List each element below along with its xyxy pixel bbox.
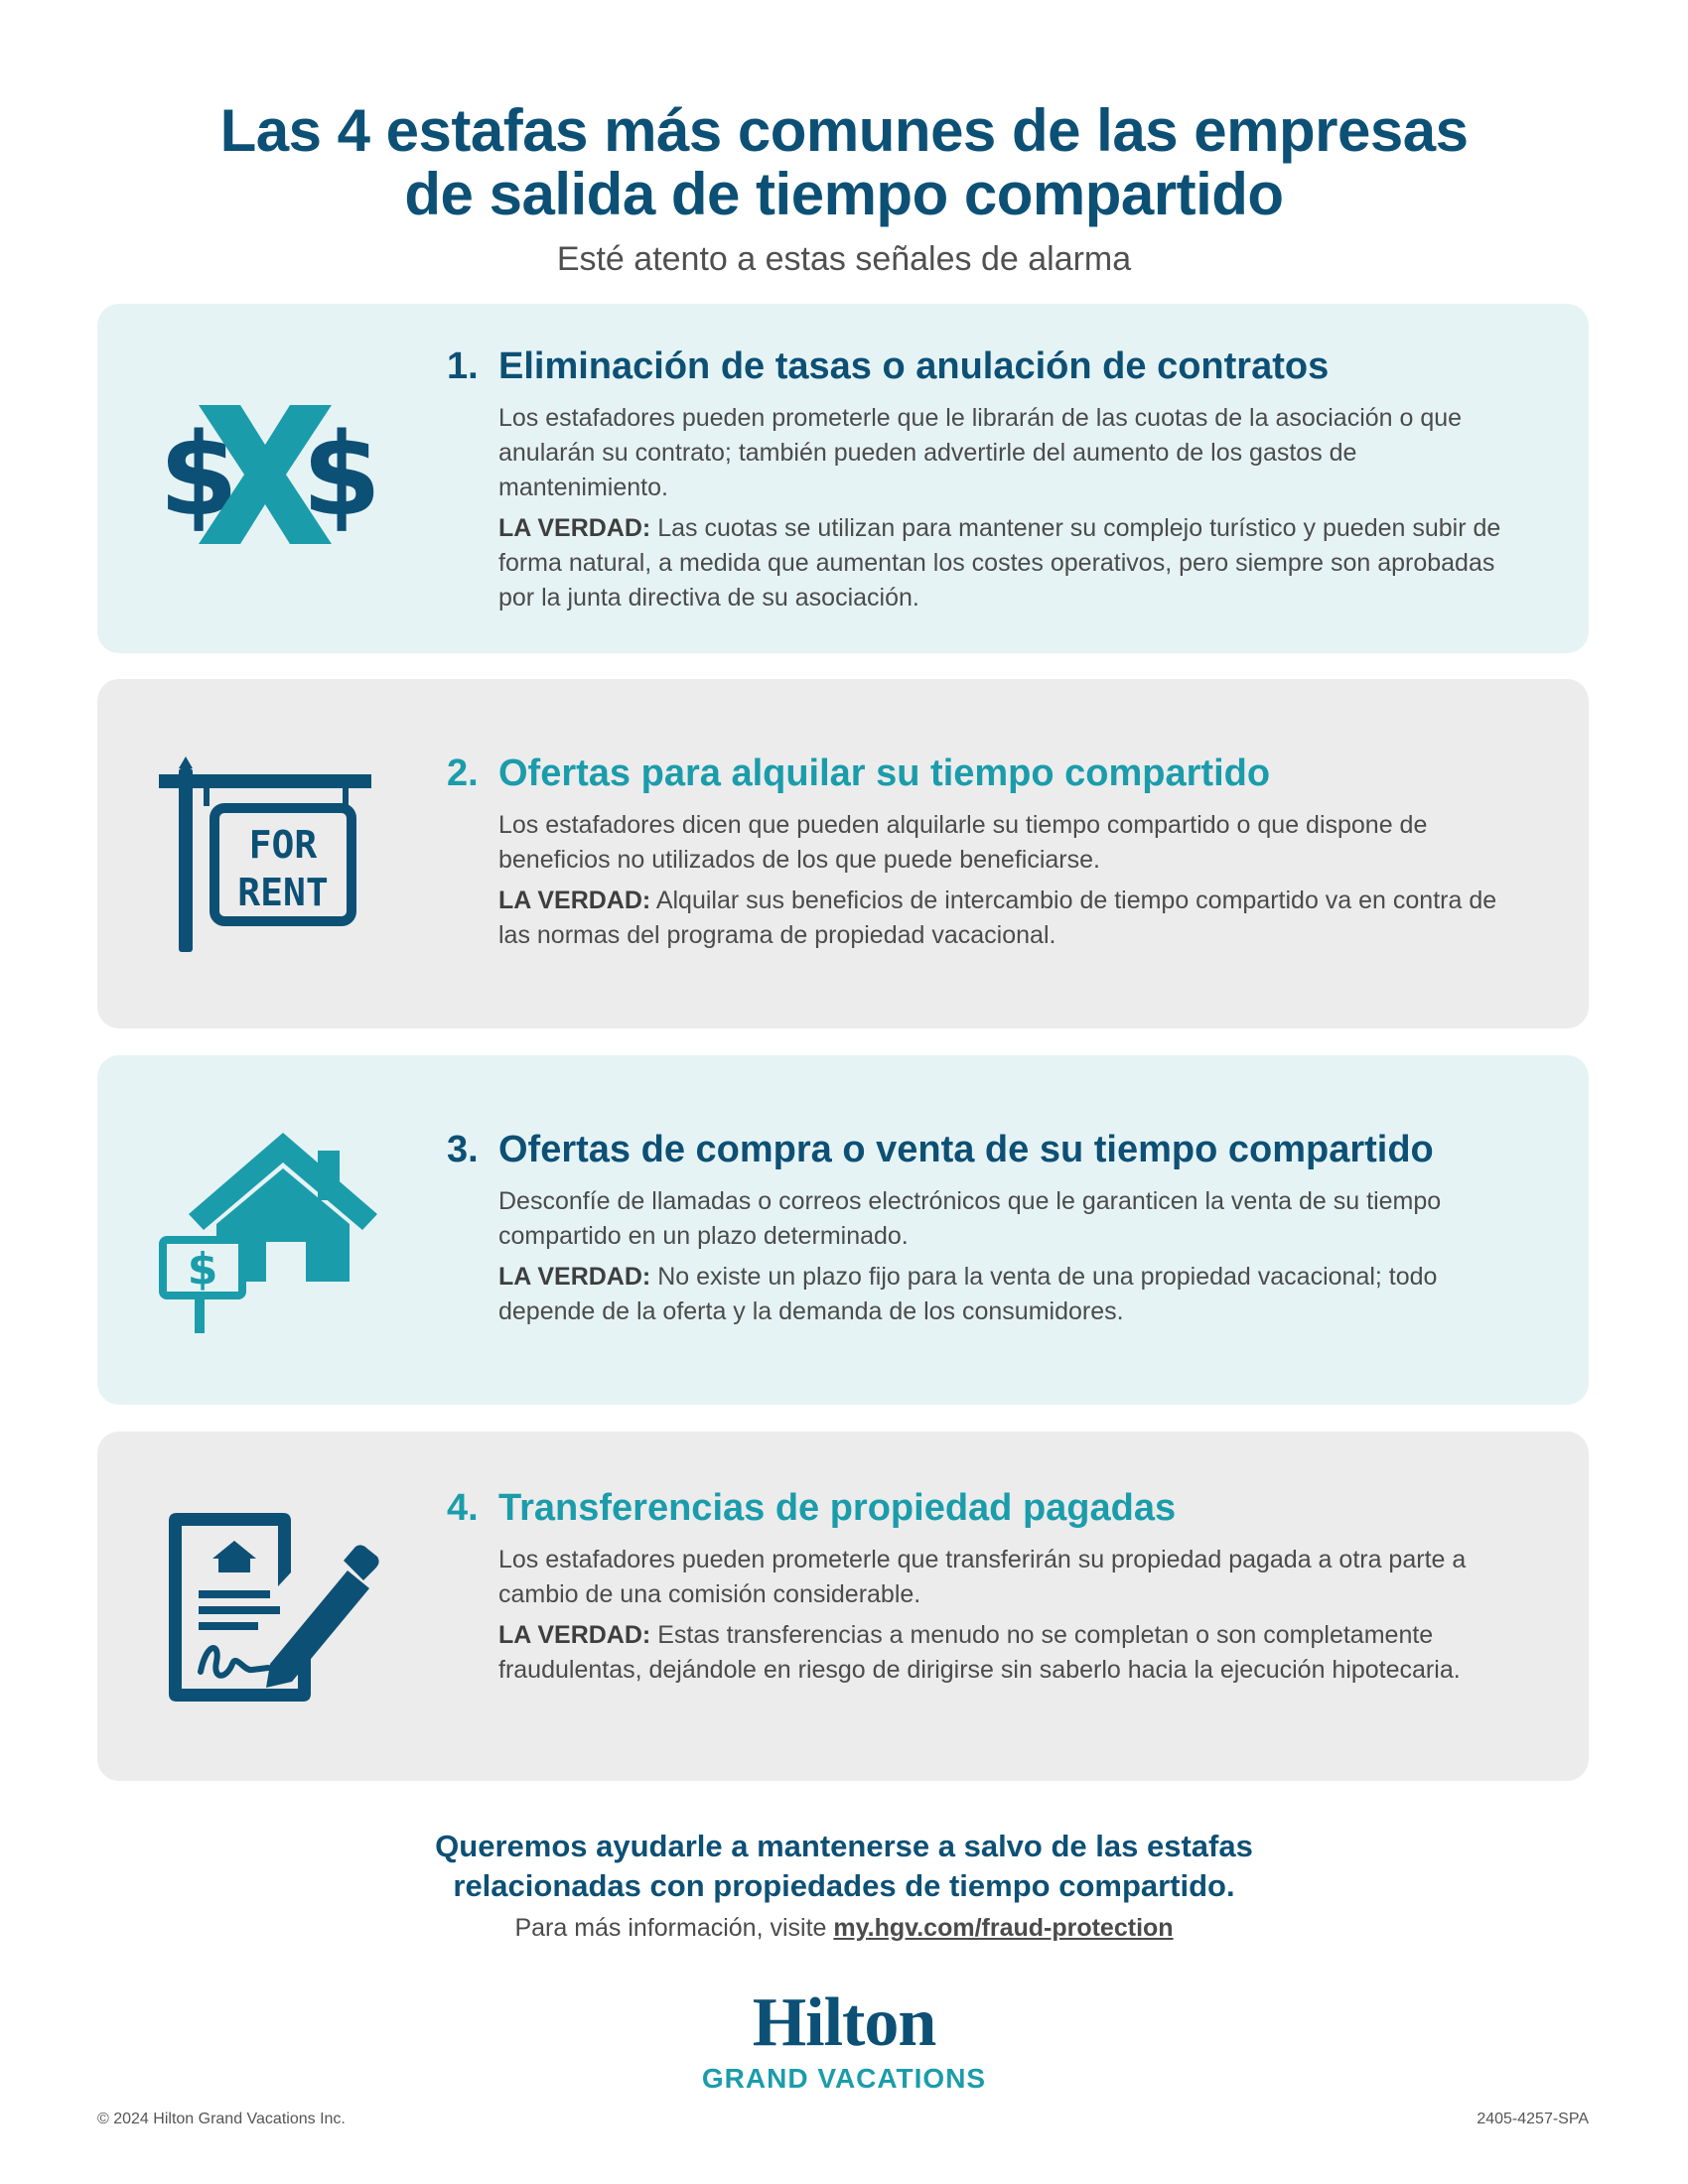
for-rent-text-2: RENT: [237, 871, 329, 914]
card-body: Los estafadores pueden prometerle que le librarán de las cuotas de la asociación o que anularán su contrato; también pueden advertirle del aumento de los gastos de mantenimiento.: [498, 404, 1463, 501]
truth-label: LA VERDAD:: [498, 1621, 651, 1649]
title-line-1: Las 4 estafas más comunes de las empresas: [219, 97, 1469, 164]
card-content: [447, 751, 1529, 959]
svg-text:$: $: [302, 409, 382, 542]
logo-subtitle: GRAND VACATIONS: [701, 2063, 987, 2094]
card-truth: [498, 1618, 1529, 1688]
card-title: [447, 1485, 1529, 1531]
card-text: [498, 401, 1529, 615]
truth-label: LA VERDAD:: [498, 514, 651, 542]
for-rent-sign-icon: [159, 756, 372, 960]
svg-text:$: $: [187, 1244, 218, 1295]
document-code: 2405-4257-SPA: [1477, 2111, 1589, 2127]
card-content: [447, 343, 1529, 621]
card-text: [498, 1184, 1529, 1329]
scam-card-3: [97, 1055, 1589, 1405]
card-truth: [498, 884, 1529, 953]
card-truth: [498, 511, 1529, 615]
page-subtitle: Esté atento a estas señales de alarma: [556, 240, 1132, 278]
truth-text: Alquilar sus beneficios de intercambio de tiempo compartido va en contra de las normas del programa de propiedad vacacional.: [498, 887, 1497, 949]
card-title: [447, 1127, 1529, 1172]
scam-card-1: [97, 304, 1589, 653]
truth-text: Estas transferencias a menudo no se completan o son completamente fraudulentas, dejándole en riesgo de dirigirse sin saberlo hacia la ejecución hipotecaria.: [498, 1621, 1461, 1684]
scam-card-2: [97, 679, 1589, 1028]
truth-text: Las cuotas se utilizan para mantener su complejo turístico y pueden subir de forma natural, a medida que aumentan los costes operativos, pero siempre son aprobadas por la junta directiva de su asociación.: [498, 514, 1501, 612]
card-title-text: Ofertas de compra o venta de su tiempo compartido: [498, 1129, 1434, 1170]
truth-text: No existe un plazo fijo para la venta de una propiedad vacacional; todo depende de la oferta y la demanda de los consumidores.: [498, 1263, 1438, 1325]
truth-label: LA VERDAD:: [498, 1263, 651, 1291]
card-title: [447, 343, 1529, 389]
for-rent-text-1: FOR: [248, 823, 318, 867]
more-info-text: Para más información, visite: [514, 1914, 827, 1942]
house-for-sale-icon: [159, 1133, 372, 1341]
fraud-protection-link[interactable]: my.hgv.com/fraud-protection: [833, 1914, 1174, 1942]
dollar-x-icon: [159, 405, 382, 549]
card-title-text: Ofertas para alquilar su tiempo compartido: [498, 752, 1271, 794]
page-title: [0, 99, 1688, 226]
card-body: Desconfíe de llamadas o correos electrónicos que le garanticen la venta de su tiempo compartido en un plazo determinado.: [498, 1187, 1442, 1250]
safety-message: [0, 1827, 1688, 1906]
safety-message-line-1: Queremos ayudarle a mantenerse a salvo de las estafas: [435, 1829, 1253, 1863]
card-text: [498, 1543, 1529, 1688]
truth-label: LA VERDAD:: [498, 887, 651, 914]
card-body: Los estafadores pueden prometerle que transferirán su propiedad pagada a otra parte a cambio de una comisión considerable.: [498, 1546, 1467, 1608]
card-number: 2.: [447, 752, 479, 794]
card-truth: [498, 1260, 1529, 1329]
card-text: [498, 808, 1529, 953]
card-content: [447, 1485, 1529, 1694]
card-title: [447, 751, 1529, 796]
hilton-grand-vacations-logo: [0, 1985, 1688, 2095]
logo-wordmark: Hilton: [752, 1984, 936, 2061]
safety-message-line-2: relacionadas con propiedades de tiempo compartido.: [453, 1868, 1235, 1903]
svg-text:$: $: [159, 409, 239, 542]
page-header: [0, 99, 1688, 279]
copyright: © 2024 Hilton Grand Vacations Inc.: [97, 2111, 346, 2127]
card-body: Los estafadores dicen que pueden alquilarle su tiempo compartido o que dispone de beneficios no utilizados de los que puede beneficiarse.: [498, 811, 1428, 874]
card-content: [447, 1127, 1529, 1335]
title-line-2: de salida de tiempo compartido: [404, 161, 1284, 227]
card-number: 3.: [447, 1129, 479, 1170]
card-title-text: Transferencias de propiedad pagadas: [498, 1487, 1177, 1529]
card-number: 4.: [447, 1487, 479, 1529]
card-title-text: Eliminación de tasas o anulación de contratos: [498, 345, 1330, 387]
card-number: 1.: [447, 345, 479, 387]
more-info: [0, 1914, 1688, 1943]
signed-deed-icon: [159, 1513, 372, 1706]
footer-message: [0, 1827, 1688, 1943]
scam-card-4: [97, 1432, 1589, 1781]
